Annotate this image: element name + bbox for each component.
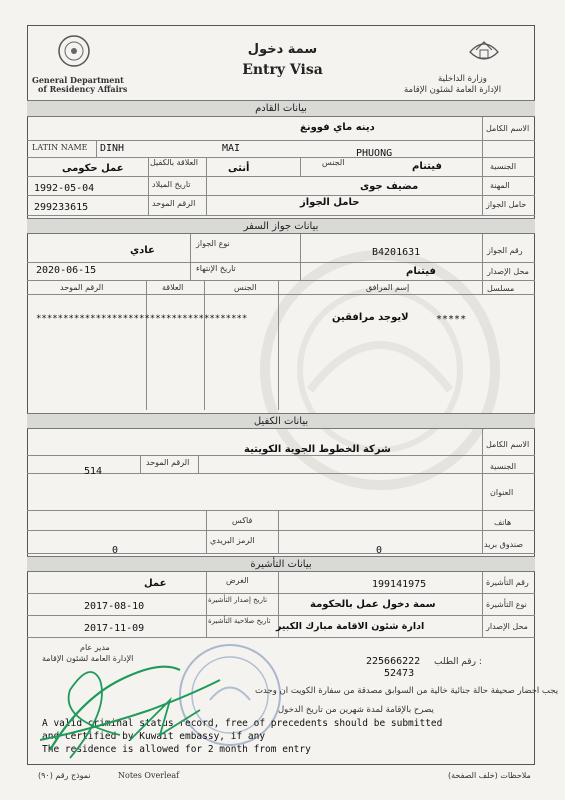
visa-type-label: نوع التأشيرة: [486, 600, 527, 609]
note-en-3: The residence is allowed for 2 month from entry: [42, 744, 311, 755]
sponsor-postal-code-label: الرمز البريدي: [210, 536, 255, 545]
sponsor-unified-label: الرقم الموحد: [146, 458, 190, 467]
gender-value: أنثى: [228, 163, 250, 174]
profession-value: مضيف جوى: [360, 181, 419, 192]
notes-overleaf-ar: ملاحظات (خلف الصفحة): [448, 771, 531, 780]
notes-overleaf-en: Notes Overleaf: [118, 771, 180, 780]
unified-no-value: 299233615: [34, 202, 89, 213]
unified-no-label: الرقم الموحد: [152, 199, 196, 208]
sponsor-address-label: العنوان: [490, 488, 514, 497]
request-no-value-2: 52473: [384, 668, 415, 679]
nationality-value: فيتنام: [412, 161, 442, 172]
section-passport: بيانات جواز السفر: [27, 218, 535, 234]
col-unified: الرقم الموحد: [60, 283, 104, 292]
profession-label: المهنة: [490, 181, 510, 190]
passport-type-value: عادي: [130, 245, 155, 256]
col-gender: الجنس: [234, 283, 257, 292]
no-companions-text: لايوجد مرافقين: [332, 312, 409, 323]
birth-date-value: 1992-05-04: [34, 183, 95, 194]
title-en: Entry Visa: [242, 62, 323, 78]
note-en-1: A valid criminal status record, free of precedents should be submitted: [42, 718, 443, 729]
expiry-label: تاريخ الإنتهاء: [196, 264, 236, 273]
sponsor-unified-value: 514: [84, 466, 103, 477]
note-en-2: and certified by Kuwait embassy, if any: [42, 731, 266, 742]
director-title-ar: مدير عام: [80, 643, 110, 652]
no-companions-stars-left: ***************************************: [36, 314, 248, 324]
visa-number-label: رقم التأشيرة: [486, 578, 529, 587]
ministry-ar: وزارة الداخلية: [438, 74, 487, 84]
latin-last-name: PHUONG: [356, 148, 393, 159]
visa-number-value: 199141975: [372, 579, 427, 590]
dept-name-ar: الإدارة العامة لشئون الإقامة: [404, 85, 502, 95]
kuwait-crest-icon: [466, 32, 502, 68]
section-arrival: بيانات القادم: [27, 100, 535, 117]
visa-issue-date-value: 2017-08-10: [84, 601, 145, 612]
visa-purpose-label: الغرض: [226, 576, 249, 585]
latin-first-name: DINH: [100, 143, 125, 154]
sponsor-relation-value: عمل حكومى: [62, 163, 124, 174]
sponsor-po-box-value: 0: [376, 545, 383, 556]
latin-name-label: LATIN NAME: [32, 143, 88, 152]
visa-validity-value: 2017-11-09: [84, 623, 145, 634]
passport-number-label: رقم الجواز: [487, 246, 523, 255]
title-ar: سمة دخول: [247, 42, 318, 57]
expiry-value: 2020-06-15: [36, 265, 97, 276]
visa-issue-place-value: ادارة شئون الاقامة مبارك الكبير: [276, 621, 425, 632]
col-serial: مسلسل: [487, 284, 515, 293]
sponsor-relation-label: العلاقة بالكفيل: [150, 158, 198, 167]
visa-type-value: سمة دخول عمل بالحكومة: [310, 599, 436, 610]
sponsor-fax-label: فاكس: [232, 516, 253, 525]
section-visa: بيانات التأشيرة: [27, 556, 535, 572]
passport-type-label: نوع الجواز: [196, 239, 230, 248]
director-dept-ar: الإدارة العامة لشئون الإقامة: [42, 654, 134, 663]
visa-validity-label: تاريخ صلاحية التأشيرة: [208, 617, 271, 625]
dept-name-en-1: General Department: [32, 75, 124, 85]
request-no-label: رقم الطلب :: [434, 657, 482, 667]
no-companions-stars-right: *****: [436, 314, 467, 325]
issue-place-value: فيتنام: [406, 266, 436, 277]
watermark-emblem: [250, 240, 510, 500]
form-number-ar: نموذج رقم (٩٠): [38, 771, 91, 780]
col-companion-name: إسم المرافق: [366, 283, 410, 292]
note-ar-2: يصرح بالإقامة لمدة شهرين من تاريخ الدخول: [278, 705, 434, 715]
dept-name-en-2: of Residency Affairs: [38, 84, 128, 94]
sponsor-postal-code-value: 0: [112, 545, 119, 556]
sponsor-phone-label: هاتف: [494, 518, 512, 527]
issue-place-label: محل الإصدار: [487, 267, 529, 276]
passport-holder-value: حامل الجواز: [300, 197, 360, 208]
signature-icon: [30, 640, 230, 765]
passport-holder-label: حامل الجواز: [486, 200, 527, 209]
sponsor-po-box-label: صندوق بريد: [484, 540, 524, 549]
visa-issue-date-label: تاريخ إصدار التأشيرة: [208, 596, 268, 604]
full-name-label: الاسم الكامل: [486, 124, 530, 133]
latin-middle-name: MAI: [222, 143, 241, 154]
sponsor-name-value: شركة الخطوط الجوية الكويتية: [244, 444, 391, 455]
visa-purpose-value: عمل: [144, 578, 167, 589]
col-relation: العلاقة: [162, 283, 184, 292]
gender-label: الجنس: [322, 158, 345, 167]
request-no-value: 225666222: [366, 656, 421, 667]
section-sponsor: بيانات الكفيل: [27, 413, 535, 429]
visa-issue-place-label: محل الإصدار: [486, 622, 528, 631]
full-name-ar: دينه ماي فوونغ: [300, 122, 375, 133]
note-ar-1: يجب احضار صحيفة حالة جنائية خالية من السوابق مصدقة من سفارة الكويت ان وجدت: [255, 686, 559, 696]
sponsor-nationality-label: الجنسية: [490, 462, 517, 471]
nationality-label: الجنسية: [490, 162, 517, 171]
birth-date-label: تاريخ الميلاد: [152, 180, 191, 189]
passport-number-value: B4201631: [372, 247, 421, 258]
sponsor-name-label: الاسم الكامل: [486, 440, 530, 449]
